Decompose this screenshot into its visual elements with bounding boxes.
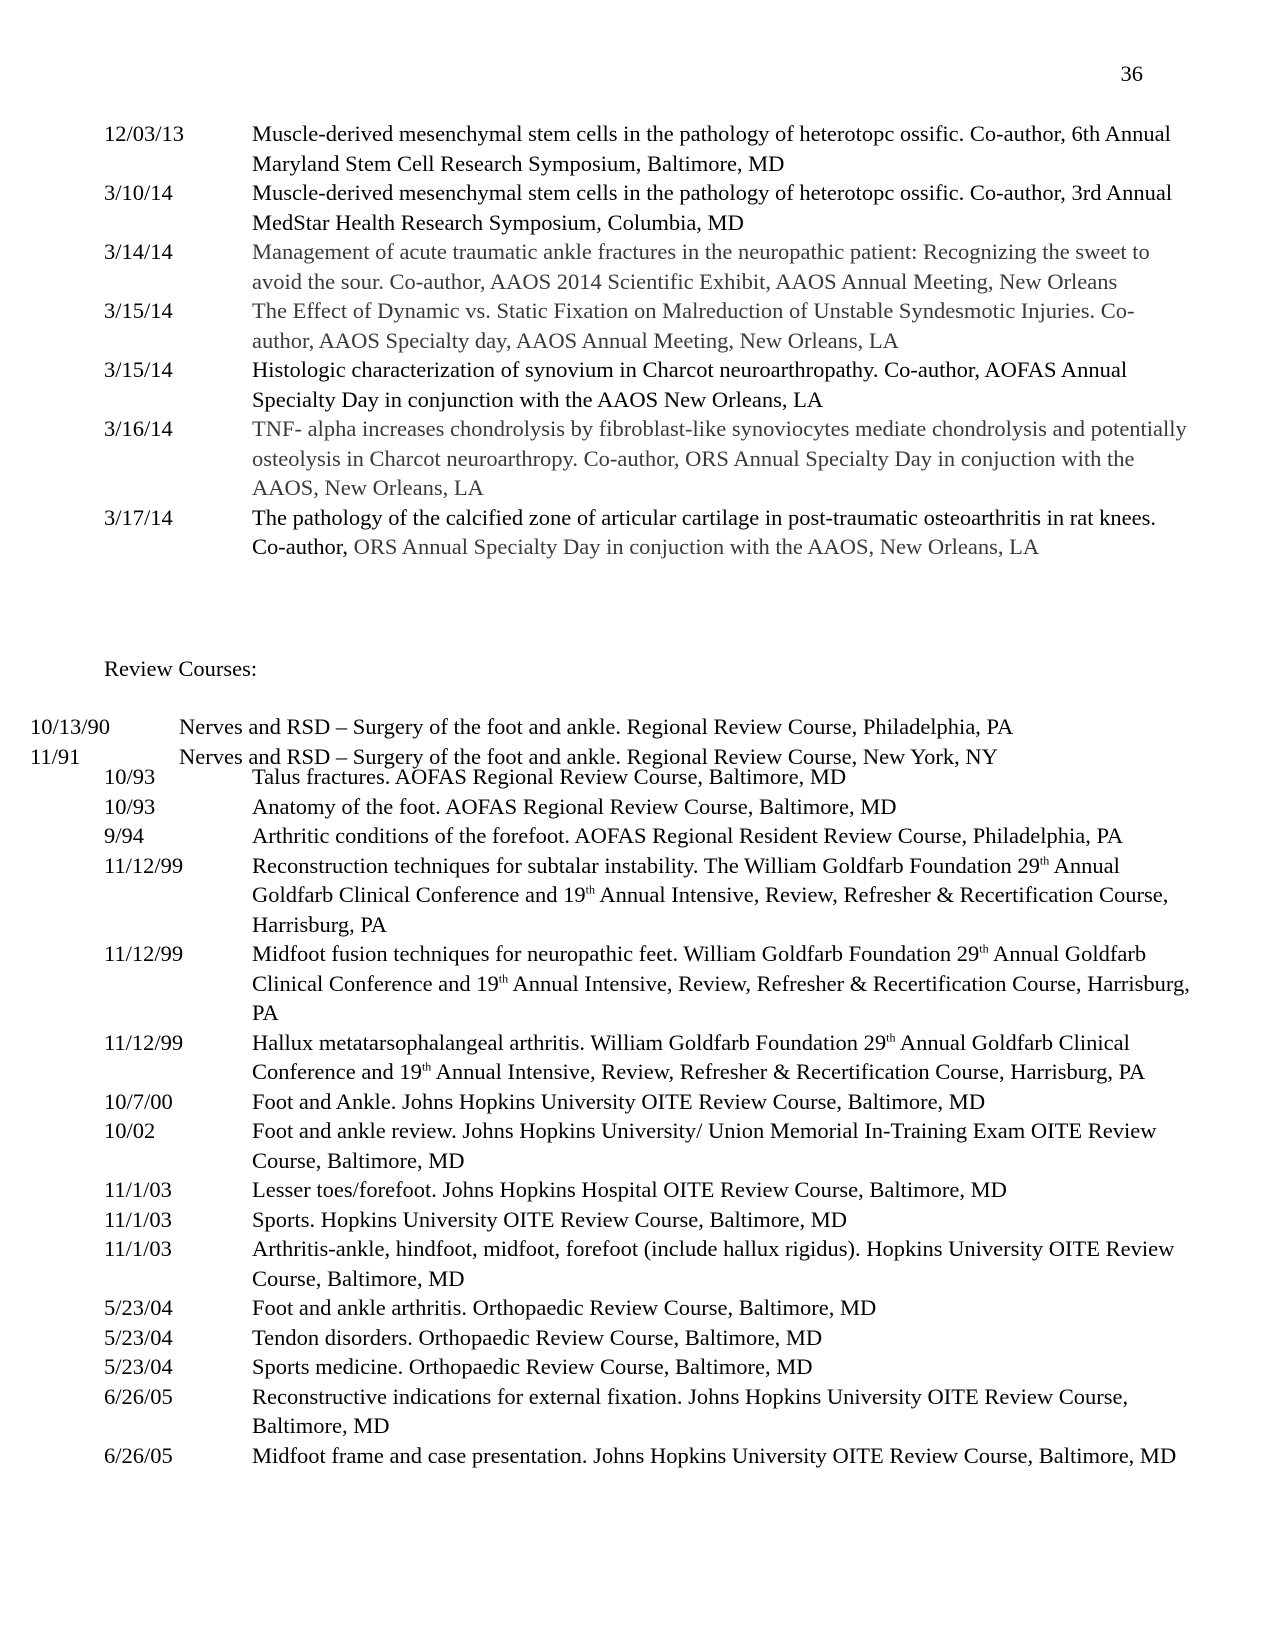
list-item	[104, 1087, 1194, 1117]
list-item	[104, 939, 1194, 1028]
ordinal-suffix: th	[421, 1059, 432, 1074]
entry-text: Nerves and RSD – Surgery of the foot and ankle. Regional Review Course, New York, NY	[179, 743, 998, 769]
entry-date: 3/15/14	[104, 357, 173, 382]
list-item	[104, 762, 1194, 792]
list-item	[104, 503, 1194, 562]
entry-text: The Effect of Dynamic vs. Static Fixation on Malreduction of Unstable Syndesmotic Injuries. Co-author, AAOS Specialty day, AAOS Annual Meeting, New Orleans, LA	[252, 298, 1135, 353]
list-item	[104, 296, 1194, 355]
entry-text: Talus fractures. AOFAS Regional Review Course, Baltimore, MD	[252, 764, 847, 789]
entry-date: 10/02	[104, 1118, 156, 1143]
entry-text: Muscle-derived mesenchymal stem cells in the pathology of heterotopc ossific. Co-author, 3rd Annual MedStar Health Research Symposium, Columbia, MD	[252, 180, 1173, 235]
list-item	[104, 851, 1194, 940]
list-item	[104, 1116, 1194, 1175]
list-item	[104, 1352, 1194, 1382]
entry-date: 6/26/05	[104, 1442, 173, 1468]
entry-text-part: Annual Intensive, Review, Refresher & Recertification Course, Harrisburg, PA	[431, 1059, 1146, 1084]
entry-date: 3/16/14	[104, 416, 173, 441]
list-item	[104, 1293, 1194, 1323]
entry-text: Arthritis-ankle, hindfoot, midfoot, forefoot (include hallux rigidus). Hopkins University OITE Review Course, Baltimore, MD	[252, 1236, 1175, 1291]
entry-date: 3/15/14	[104, 298, 173, 323]
entry-date: 9/94	[104, 823, 145, 848]
entry-text: Anatomy of the foot. AOFAS Regional Review Course, Baltimore, MD	[252, 793, 897, 819]
entry-text: Midfoot frame and case presentation. Johns Hopkins University OITE Review Course, Baltimore, MD	[252, 1442, 1177, 1468]
entry-date: 5/23/04	[104, 1295, 173, 1320]
entry-text: Sports. Hopkins University OITE Review Course, Baltimore, MD	[252, 1206, 847, 1232]
entry-date: 10/13/90	[30, 714, 111, 739]
page-number: 36	[1120, 61, 1143, 86]
entry-date: 3/10/14	[104, 180, 173, 205]
list-item	[104, 1234, 1194, 1293]
entry-text	[252, 851, 1194, 940]
entry-text-part: Annual Intensive, Review, Refresher & Recertification Course, Harrisburg, PA	[252, 882, 1169, 937]
presentations-list	[104, 119, 1194, 562]
list-item	[104, 1441, 1194, 1471]
list-item	[104, 119, 1194, 178]
entry-text: Histologic characterization of synovium in Charcot neuroarthropathy. Co-author, AOFAS Annual Specialty Day in conjunction with the AAOS New Orleans, LA	[252, 357, 1128, 412]
entry-text-part: The pathology of the calcified zone of articular cartilage in post-traumatic osteoarthritis in rat knees. Co-author,	[252, 504, 1157, 559]
entry-text-part: Annual Goldfarb Clinical Conference and 19	[252, 941, 1147, 996]
entry-date: 6/26/05	[104, 1383, 173, 1409]
entry-text: Nerves and RSD – Surgery of the foot and ankle. Regional Review Course, Philadelphia, PA	[179, 714, 1014, 739]
ordinal-suffix: th	[585, 882, 595, 897]
entry-date: 3/17/14	[104, 504, 173, 530]
ordinal-suffix: th	[1039, 853, 1050, 867]
entry-text	[252, 503, 1194, 562]
entry-text	[252, 1028, 1194, 1087]
entry-date: 11/12/99	[104, 852, 184, 878]
list-item	[104, 355, 1194, 414]
entry-date: 5/23/04	[104, 1354, 173, 1379]
entry-text-part: Hallux metatarsophalangeal arthritis. William Goldfarb Foundation 29	[252, 1029, 887, 1055]
entry-text: Muscle-derived mesenchymal stem cells in the pathology of heterotopc ossific. Co-author, 6th Annual Maryland Stem Cell Research Symposium, Baltimore, MD	[252, 121, 1171, 176]
entry-date: 3/14/14	[104, 239, 173, 264]
entry-text-part: Reconstruction techniques for subtalar instability. The William Goldfarb Foundation 29	[252, 852, 1040, 878]
list-item	[104, 1323, 1194, 1353]
entry-date: 5/23/04	[104, 1324, 173, 1350]
list-item	[104, 1175, 1194, 1205]
list-item	[104, 1205, 1194, 1235]
entry-date: 11/12/99	[104, 1029, 184, 1055]
entry-text: Sports medicine. Orthopaedic Review Course, Baltimore, MD	[252, 1354, 813, 1379]
entry-text: Foot and ankle review. Johns Hopkins University/ Union Memorial In-Training Exam OITE Review Course, Baltimore, MD	[252, 1118, 1157, 1173]
ordinal-suffix: th	[886, 1030, 896, 1044]
ordinal-suffix: th	[979, 941, 989, 956]
entry-text	[252, 939, 1194, 1028]
entry-text: Arthritic conditions of the forefoot. AOFAS Regional Resident Review Course, Philadelphia, PA	[252, 823, 1124, 848]
list-item	[104, 821, 1194, 851]
entry-text: Foot and Ankle. Johns Hopkins University OITE Review Course, Baltimore, MD	[252, 1088, 986, 1114]
list-item	[104, 792, 1194, 822]
section-heading-review-courses: Review Courses:	[104, 656, 258, 681]
entry-text: Foot and ankle arthritis. Orthopaedic Review Course, Baltimore, MD	[252, 1295, 877, 1320]
entry-text: TNF- alpha increases chondrolysis by fibroblast-like synoviocytes mediate chondrolysis and potentially osteolysis in Charcot neuroarthropy. Co-author, ORS Annual Specialty Day in conjuction with the AAOS, New Orleans, LA	[252, 416, 1187, 500]
entry-date: 12/03/13	[104, 121, 185, 146]
list-item	[104, 237, 1194, 296]
entry-date: 11/1/03	[104, 1177, 172, 1202]
entry-date: 11/1/03	[104, 1236, 172, 1261]
entry-text: Tendon disorders. Orthopaedic Review Course, Baltimore, MD	[252, 1324, 823, 1350]
entry-date: 10/93	[104, 764, 156, 789]
review-courses-list	[104, 762, 1194, 1470]
entry-text: Lesser toes/forefoot. Johns Hopkins Hospital OITE Review Course, Baltimore, MD	[252, 1177, 1007, 1202]
entry-text-part: Annual Goldfarb Clinical Conference and 19	[252, 852, 1120, 907]
entry-date: 11/1/03	[104, 1206, 172, 1232]
list-item	[104, 1382, 1194, 1441]
entry-date: 10/7/00	[104, 1088, 173, 1114]
ordinal-suffix: th	[498, 971, 509, 985]
entry-text-part: Annual Intensive, Review, Refresher & Recertification Course, Harrisburg, PA	[252, 970, 1190, 1025]
list-item	[104, 414, 1194, 503]
entry-text: Management of acute traumatic ankle fractures in the neuropathic patient: Recognizing the sweet to avoid the sour. Co-author, AAOS 2014 Scientific Exhibit, AAOS Annual Meeting, New Orleans	[252, 239, 1150, 294]
entry-date: 10/93	[104, 793, 156, 819]
entry-text: Reconstructive indications for external fixation. Johns Hopkins University OITE Review Course, Baltimore, MD	[252, 1383, 1129, 1438]
entry-date: 11/91	[30, 743, 81, 769]
entry-text-part: Midfoot fusion techniques for neuropathic feet. William Goldfarb Foundation 29	[252, 941, 980, 966]
list-item	[104, 178, 1194, 237]
entry-text-part: Annual Goldfarb Clinical Conference and 19	[252, 1029, 1130, 1084]
entry-text-part: ORS Annual Specialty Day in conjuction with the AAOS, New Orleans, LA	[353, 534, 1040, 559]
entry-date: 11/12/99	[104, 941, 184, 966]
list-item	[104, 1028, 1194, 1087]
list-item	[30, 712, 1194, 742]
